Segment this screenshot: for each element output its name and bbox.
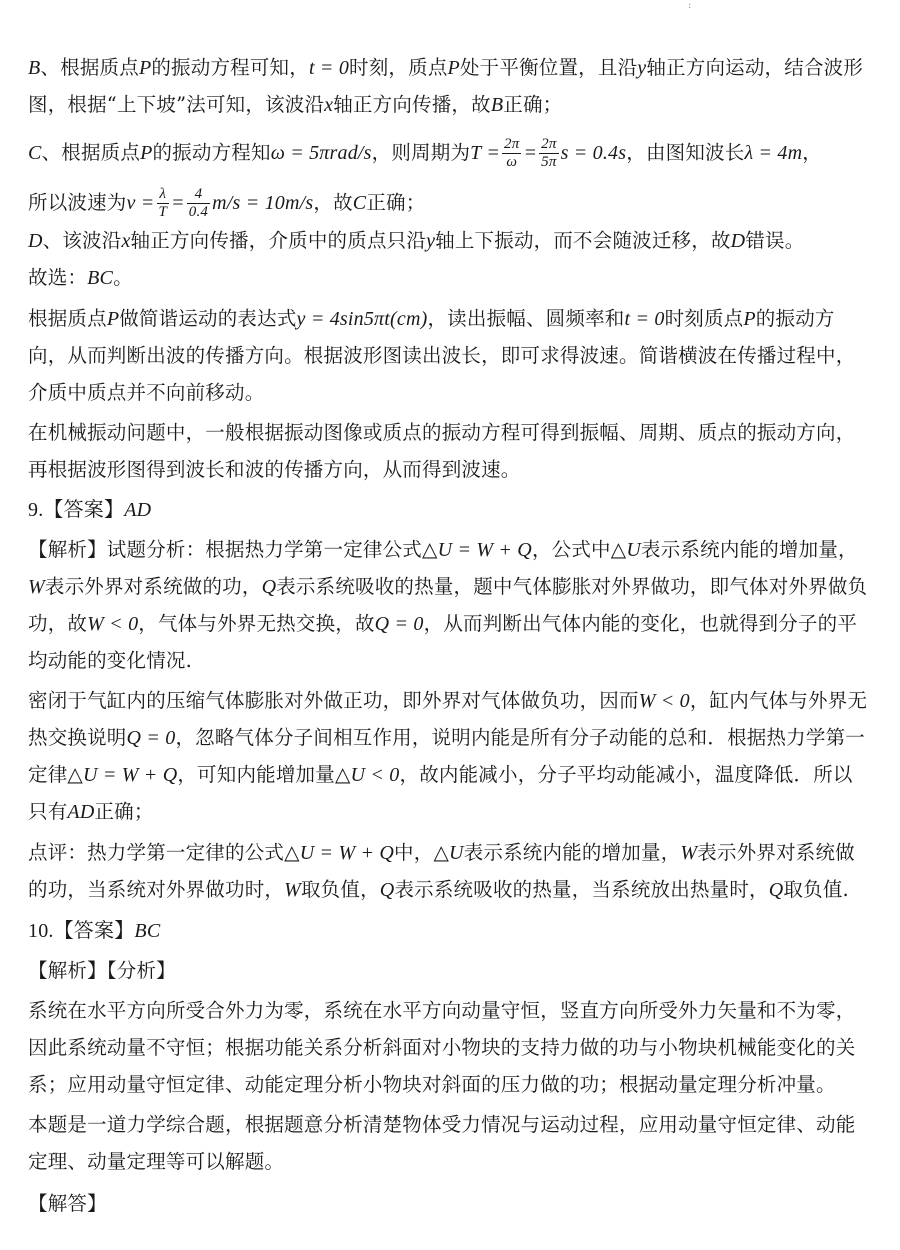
q9-line-6: 热交换说明Q = 0，忽略气体分子间相互作用，说明内能是所有分子动能的总和．根据热力学第一	[28, 726, 865, 749]
fraction-2pi-over-5pi: $\frac{2\pi}{5\pi}$	[541, 136, 557, 170]
analysis-8-line-2: 向，从而判断出波的传播方向。根据波形图读出波长，即可求得波速。简谐横波在传播过程中，	[28, 344, 856, 367]
fraction-4-over-0-4: $\frac{4}{0.4}$	[188, 186, 209, 220]
q9-line-3: 功，故W < 0，气体与外界无热交换，故Q = 0，从而判断出气体内能的变化，也就得到分子的平	[28, 612, 858, 635]
q9-line-8: 只有AD正确；	[28, 800, 154, 823]
q9-line-2: W表示外界对系统做的功，Q表示系统吸收的热量，题中气体膨胀对外界做功，即气体对外界做负	[28, 575, 868, 598]
option-b-line-2: 图，根据“上下坡”法可知，该波沿x轴正方向传播，故B正确；	[28, 93, 563, 116]
q9-line-5: 密闭于气缸内的压缩气体膨胀对外做正功，即外界对气体做负功，因而W < 0，缸内气体与外界无	[28, 689, 868, 712]
option-b-line-1: B、根据质点P的振动方程可知，t = 0时刻，质点P处于平衡位置，且沿y轴正方向运动，结合波形	[28, 56, 864, 79]
option-d-line: D、该波沿x轴正方向传播，介质中的质点只沿y轴上下振动，而不会随波迁移，故D错误。	[28, 229, 805, 252]
q9-comment-line-1: 点评：热力学第一定律的公式△U = W + Q中，△U表示系统内能的增加量，W表示外界对系统做	[28, 841, 855, 864]
q9-line-7: 定律△U = W + Q，可知内能增加量△U < 0，故内能减小，分子平均动能减小，温度降低．所以	[28, 763, 853, 786]
q9-comment-line-2: 的功，当系统对外界做功时，W取负值，Q表示系统吸收的热量，当系统放出热量时，Q取负值.	[28, 878, 849, 901]
q10-answer-heading: 10.【答案】BC	[28, 920, 161, 942]
q10-line-5: 定理、动量定理等可以解题。	[28, 1150, 285, 1173]
fraction-2pi-over-omega: $\frac{2\pi}{\omega}$	[504, 136, 520, 170]
choice-line-8: 故选：BC。	[28, 266, 133, 289]
q9-answer-heading: 9.【答案】AD	[28, 499, 152, 521]
option-c-line-2: 所以波速为v = $\frac{\lambda}{T}$ = $\frac{4}{0.4}$ m/s = 10m/s，故C正确；	[28, 186, 426, 220]
analysis-8-line-4: 在机械振动问题中，一般根据振动图像或质点的振动方程可得到振幅、周期、质点的振动方向，	[28, 421, 856, 444]
q10-line-4: 本题是一道力学综合题，根据题意分析清楚物体受力情况与运动过程，应用动量守恒定律、动能	[28, 1113, 856, 1136]
q10-line-1: 系统在水平方向所受合外力为零，系统在水平方向动量守恒，竖直方向所受外力矢量和不为零，	[28, 999, 856, 1022]
analysis-8-line-1: 根据质点P做简谐运动的表达式y = 4sin5πt(cm)，读出振幅、圆频率和t = 0时刻质点P的振动方	[28, 307, 835, 330]
q10-solution-heading: 【解答】	[28, 1192, 107, 1215]
analysis-8-line-5: 再根据波形图得到波长和波的传播方向，从而得到波速。	[28, 458, 521, 481]
q9-line-4: 均动能的变化情况.	[28, 649, 192, 672]
q10-line-2: 因此系统动量不守恒；根据功能关系分析斜面对小物块的支持力做的功与小物块机械能变化的关	[28, 1036, 856, 1059]
q9-line-1: 【解析】试题分析：根据热力学第一定律公式△U = W + Q，公式中△U表示系统内能的增加量，	[28, 538, 858, 561]
analysis-8-line-3: 介质中质点并不向前移动。	[28, 381, 265, 404]
q10-analysis-heading: 【解析】【分析】	[28, 959, 176, 982]
corner-mark: :	[688, 0, 692, 11]
fraction-lambda-over-t: $\frac{\lambda}{T}$	[158, 186, 168, 220]
q10-line-3: 系；应用动量守恒定律、动能定理分析小物块对斜面的压力做的功；根据动量定理分析冲量。	[28, 1073, 836, 1096]
option-c-line-1: C、根据质点P的振动方程知ω = 5πrad/s，则周期为T = $\frac{2\pi}{\omega}$ = $\frac{2\pi}{5\pi}$ s = 0.4s，由图知波长λ = 4m，	[28, 136, 822, 170]
